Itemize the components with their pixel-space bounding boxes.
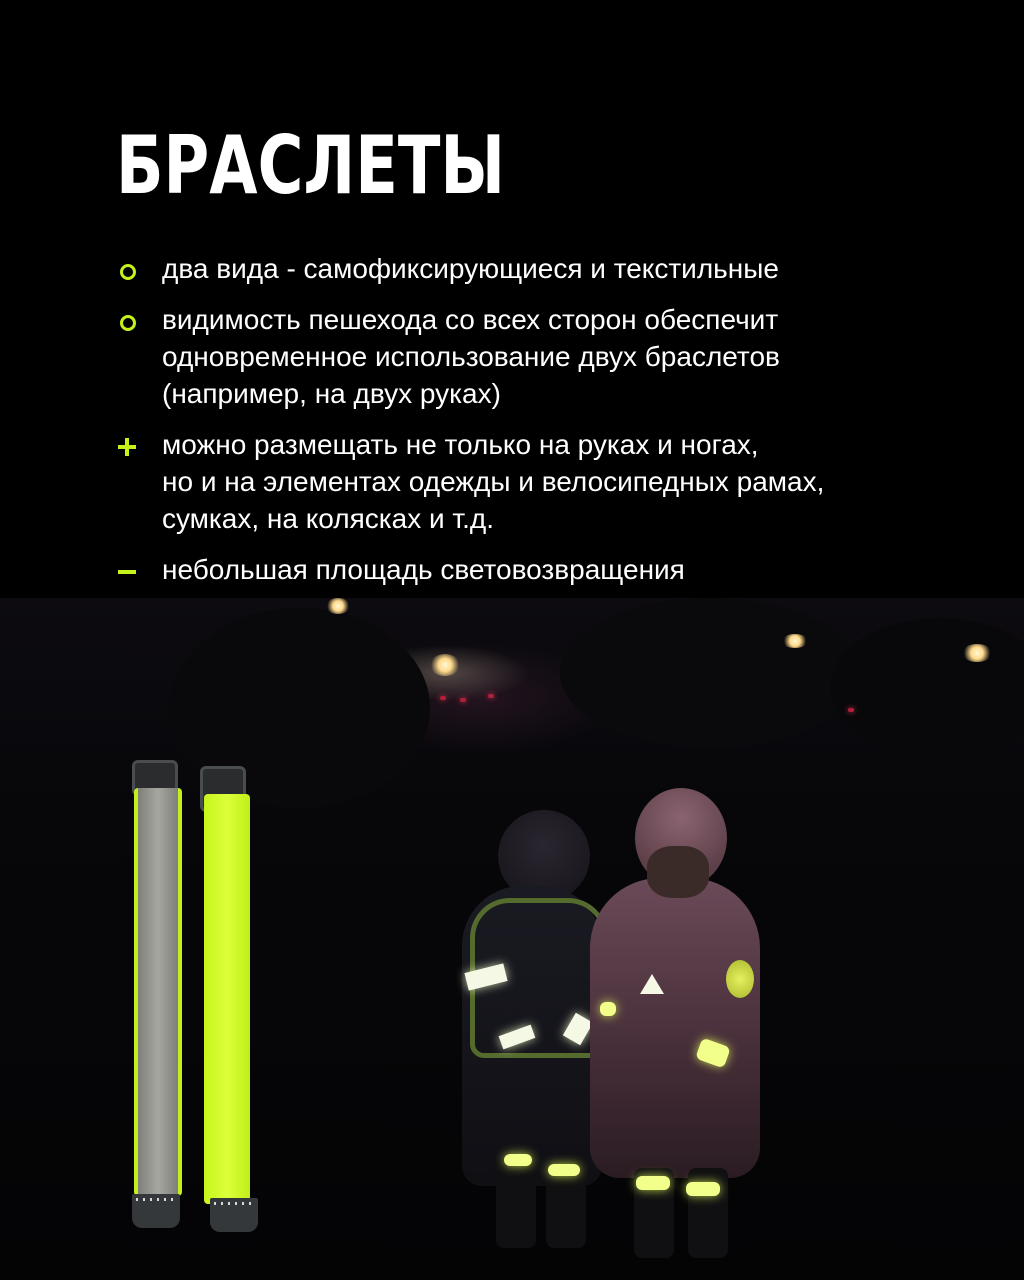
list-item <box>116 301 996 412</box>
list-item-text: можно размещать не только на руках и ногах, но и на элементах одежды и велосипедных рамах, сумках, на колясках и т.д. <box>162 429 825 534</box>
list-item-text: небольшая площадь световозвращения <box>162 554 685 585</box>
circle-icon <box>116 301 162 337</box>
reflector-band <box>686 1182 720 1196</box>
list-item <box>116 426 996 537</box>
plus-icon <box>116 426 162 462</box>
reflector-band <box>504 1154 532 1166</box>
car-light <box>488 694 494 698</box>
green-bracelet <box>204 794 250 1204</box>
street-lamp <box>962 644 992 662</box>
night-photo <box>0 598 1024 1280</box>
grey-bracelet <box>134 788 182 1196</box>
child-face <box>647 846 709 898</box>
street-lamp <box>326 598 350 614</box>
street-lamp <box>782 634 808 648</box>
child-legs <box>496 1158 536 1248</box>
child-figure <box>590 878 760 1178</box>
reflector-band <box>600 1002 616 1016</box>
reflector-band <box>548 1164 580 1176</box>
bracelet-tip <box>132 1194 180 1228</box>
list-item-text: видимость пешехода со всех сторон обеспечит одновременное использование двух браслетов (например, на двух руках) <box>162 304 780 409</box>
list-item-text: два вида - самофиксирующиеся и текстильные <box>162 253 779 284</box>
page-title: БРАСЛЕТЫ <box>116 119 506 212</box>
reflector-band <box>636 1176 670 1190</box>
bracelet-tip <box>210 1198 258 1232</box>
minus-icon <box>116 551 162 587</box>
reflective-badge <box>726 960 754 998</box>
street-lamp <box>430 654 460 676</box>
car-light <box>848 708 854 712</box>
list-item <box>116 250 996 287</box>
tree-silhouette <box>830 618 1024 758</box>
circle-icon <box>116 250 162 286</box>
car-light <box>440 696 446 700</box>
car-light <box>460 698 466 702</box>
tree-silhouette <box>560 598 860 748</box>
list-item <box>116 551 996 588</box>
feature-list <box>116 250 996 602</box>
